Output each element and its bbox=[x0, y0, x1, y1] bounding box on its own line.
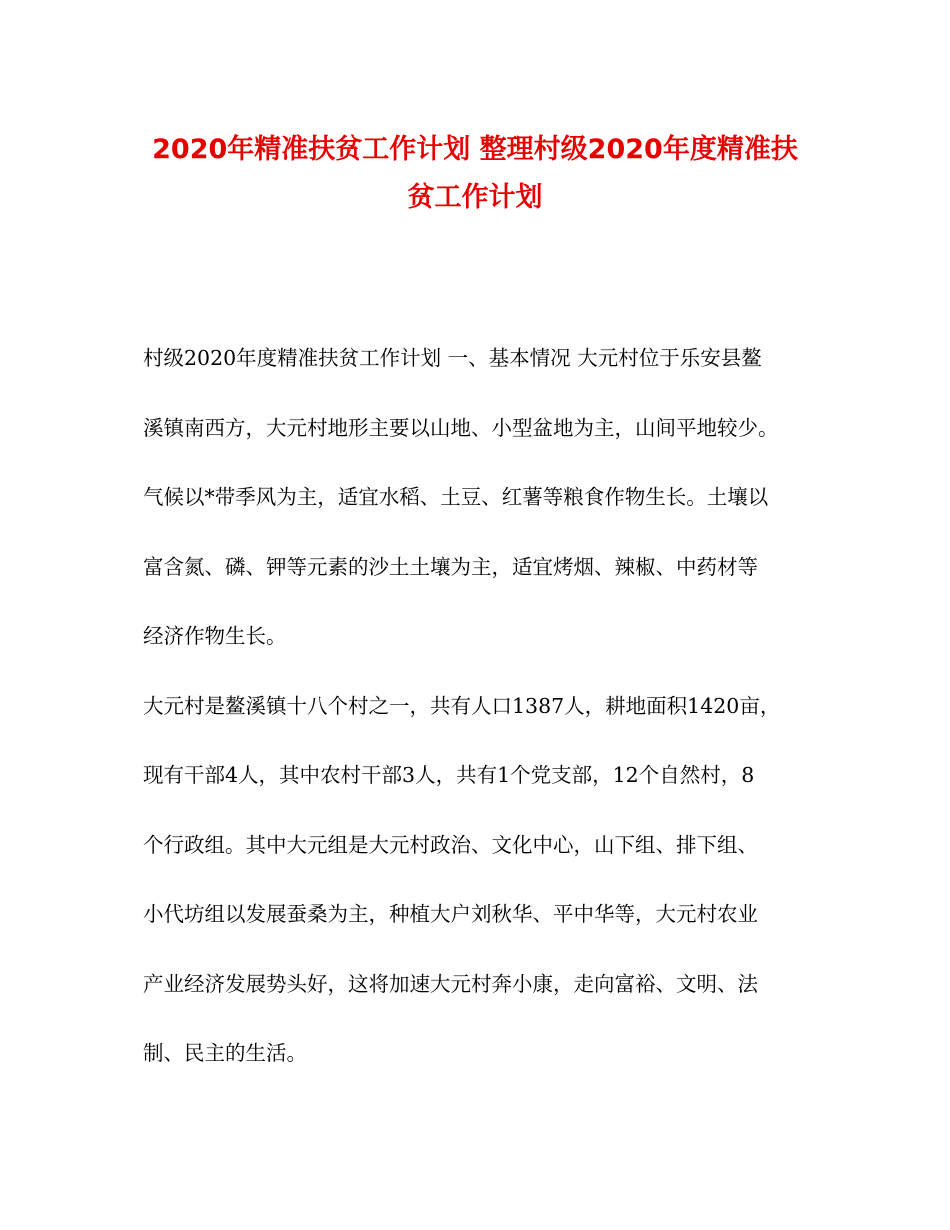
text-line: 大元村是鳌溪镇十八个村之一，共有人口1387人，耕地面积1420亩， bbox=[143, 693, 781, 718]
text-line: 现有干部4人，其中农村干部3人，共有1个党支部，12个自然村，8 bbox=[143, 763, 755, 787]
text-line: 村级2020年度精准扶贫工作计划 一、基本情况 大元村位于乐安县鳌 bbox=[143, 346, 762, 370]
paragraph-basic-info bbox=[143, 338, 823, 686]
title-line: 2020年精准扶贫工作计划 整理村级2020年度精准扶 bbox=[152, 134, 798, 165]
text-line: 产业经济发展势头好，这将加速大元村奔小康，走向富裕、文明、法 bbox=[143, 971, 758, 996]
document-body bbox=[143, 338, 823, 1103]
text-line: 小代坊组以发展蚕桑为主，种植大户刘秋华、平中华等，大元村农业 bbox=[143, 902, 758, 926]
text-line: 气候以*带季风为主，适宜水稻、土豆、红薯等粮食作物生长。土壤以 bbox=[143, 485, 769, 509]
text-line: 溪镇南西方，大元村地形主要以山地、小型盆地为主，山间平地较少。 bbox=[143, 415, 779, 440]
text-line: 个行政组。其中大元组是大元村政治、文化中心，山下组、排下组、 bbox=[143, 832, 758, 857]
paragraph-village-overview bbox=[143, 686, 823, 1103]
text-line: 富含氮、磷、钾等元素的沙土土壤为主，适宜烤烟、辣椒、中药材等 bbox=[143, 554, 758, 579]
text-line: 经济作物生长。 bbox=[143, 624, 287, 648]
text-line: 制、民主的生活。 bbox=[143, 1041, 307, 1065]
title-line: 贫工作计划 bbox=[407, 182, 543, 213]
document-title bbox=[100, 126, 850, 222]
